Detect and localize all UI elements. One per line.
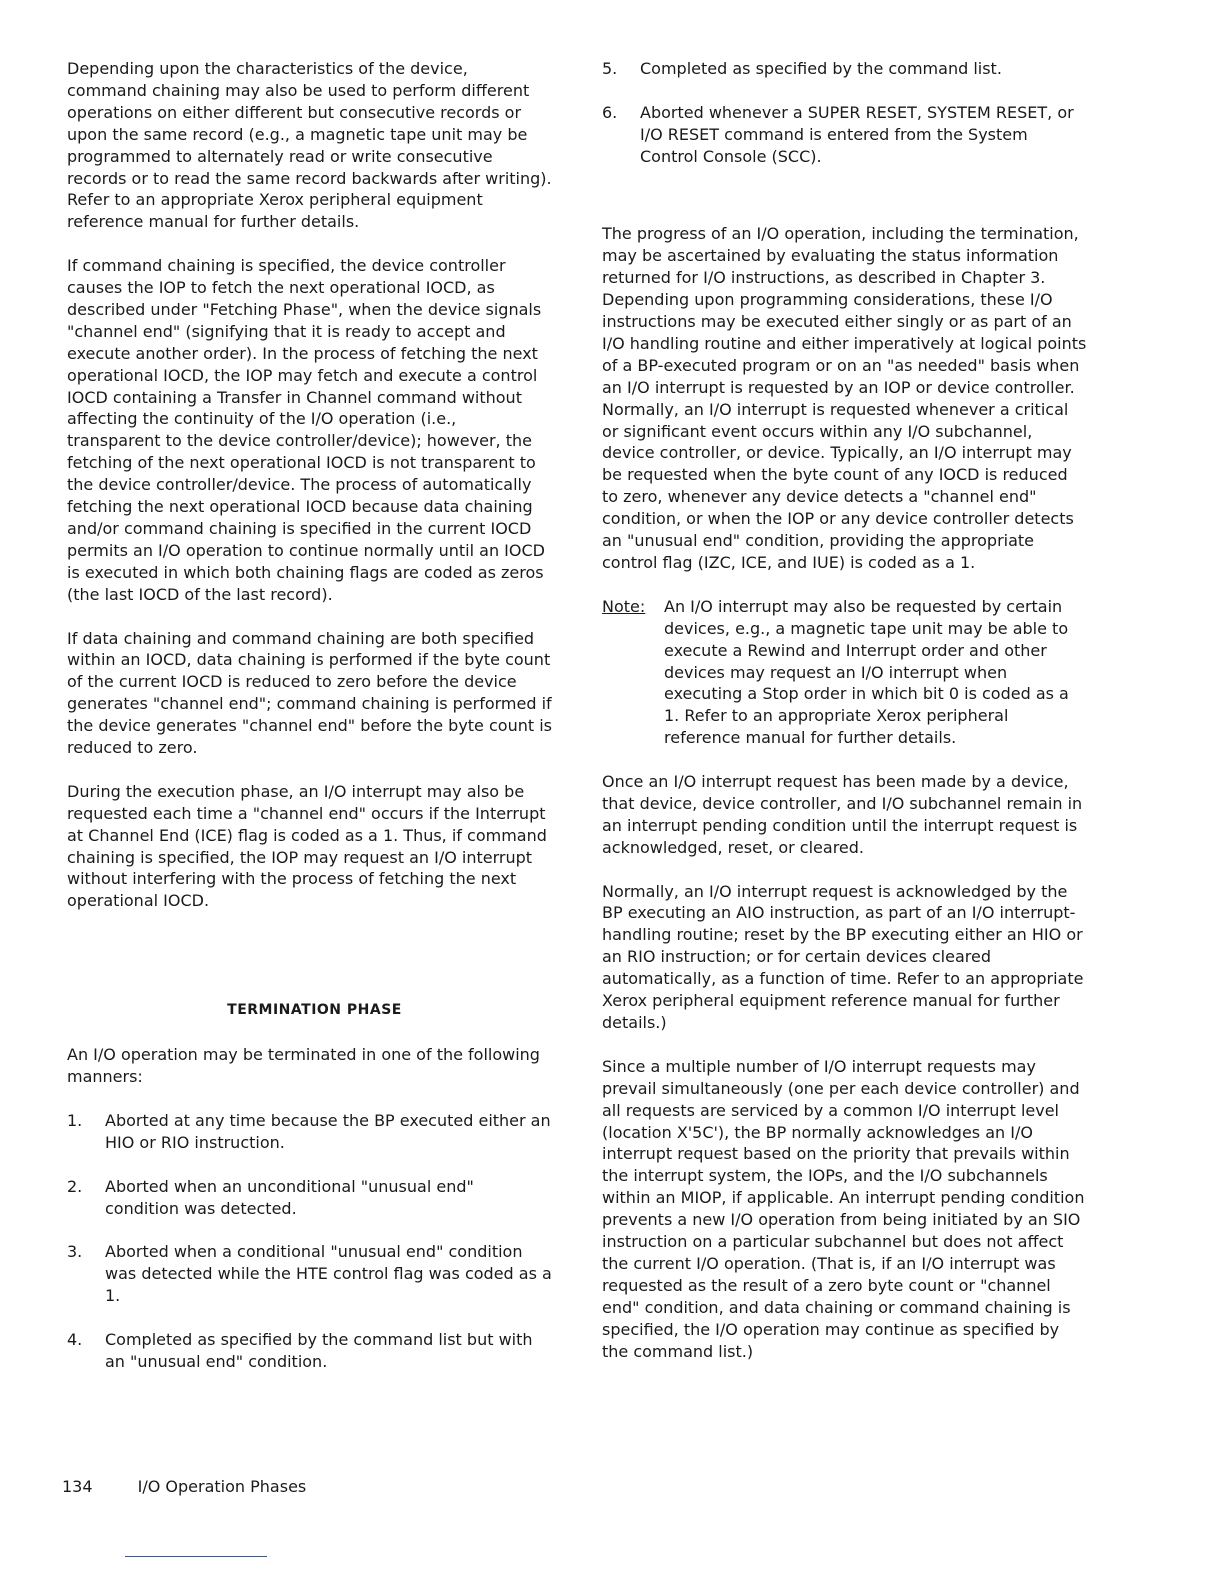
bottom-rule xyxy=(125,1556,267,1557)
list-item xyxy=(67,1241,552,1307)
spacer xyxy=(602,189,1087,223)
note-label: Note: xyxy=(602,596,646,616)
list-item-number: 5. xyxy=(602,59,618,78)
paragraph-progress-of-io-operation: The progress of an I/O operation, including the termination, may be ascertained by evaluating the status information returned for I/O instructions, as described in Chapter 3. Depending upon programming considerations, these I/O instructions may be executed either singly or as part of an I/O handling routine and either imperatively at logical points of a BP-executed program or on an "as needed" basis when an I/O interrupt is requested by an IOP or device controller. Normally, an I/O interrupt is requested whenever a critical or significant event occurs within any I/O subchannel, device controller, or device. Typically, an I/O interrupt may be requested when the byte count of any IOCD is reduced to zero, whenever any device detects a "channel end" condition, or when the IOP or any device controller detects an "unusual end" condition, providing the appropriate control flag (IZC, ICE, and IUE) is coded as a 1. xyxy=(602,224,1087,572)
termination-list-left xyxy=(67,1110,552,1373)
page-footer xyxy=(62,1477,306,1496)
paragraph-data-and-command-chaining: If data chaining and command chaining are both specified within an IOCD, data chaining is performed if the byte count of the current IOCD is reduced to zero before the device generates "channel end"; command chaining is performed if the device generates "channel end" before the byte count is reduced to zero. xyxy=(67,628,552,758)
list-item-text: Aborted at any time because the BP executed either an HIO or RIO instruction. xyxy=(105,1110,551,1152)
paragraph-multiple-interrupt-requests: Since a multiple number of I/O interrupt requests may prevail simultaneously (one per each device controller) and all requests are serviced by a common I/O interrupt level (location X'5C'), the BP normally acknowledges an I/O interrupt request based on the priority that prevails within the interrupt system, the IOPs, and the I/O subchannels within an MIOP, if applicable. An interrupt pending condition prevents a new I/O operation from being initiated by an SIO instruction on a particular subchannel but does not affect the current I/O operation. (That is, if an I/O interrupt was requested as the result of a zero byte count or "channel end" condition, and data chaining or command chaining is specified, the I/O operation may continue as specified by the command list.) xyxy=(602,1056,1085,1361)
list-item-text: Completed as specified by the command list but with an "unusual end" condition. xyxy=(105,1329,533,1371)
list-item-number: 2. xyxy=(67,1176,83,1196)
section-heading-termination-phase: TERMINATION PHASE xyxy=(227,1002,402,1019)
list-item-text: Aborted when a conditional "unusual end" condition was detected while the HTE control flag was coded as a 1. xyxy=(105,1242,552,1306)
paragraph-interrupt-pending: Once an I/O interrupt request has been made by a device, that device, device controller, and I/O subchannel remain in an interrupt pending condition until the interrupt request is acknowledged, reset, or cleared. xyxy=(602,772,1083,857)
termination-list-right xyxy=(602,58,1087,168)
list-item-number: 3. xyxy=(67,1242,83,1262)
right-column xyxy=(602,58,1087,1384)
paragraph-execution-phase-interrupt: During the execution phase, an I/O interrupt may also be requested each time a "channel end" occurs if the Interrupt at Channel End (ICE) flag is coded as a 1. Thus, if command chaining is specified, the IOP may request an I/O interrupt without interfering with the process of fetching the next operational IOCD. xyxy=(67,781,547,911)
note-block xyxy=(602,596,1087,749)
list-item-text: Aborted whenever a SUPER RESET, SYSTEM RESET, or I/O RESET command is entered from the System Control Console (SCC). xyxy=(640,102,1074,166)
list-item-number: 1. xyxy=(67,1110,83,1130)
list-item xyxy=(67,1329,552,1373)
list-item-text: Aborted when an unconditional "unusual end" condition was detected. xyxy=(105,1176,474,1218)
page-number: 134 xyxy=(62,1477,93,1496)
footer-section-title: I/O Operation Phases xyxy=(137,1477,307,1496)
left-column xyxy=(67,58,552,1395)
paragraph-interrupt-acknowledged: Normally, an I/O interrupt request is acknowledged by the BP executing an AIO instruction, as part of an I/O interrupt-handling routine; reset by the BP executing either an HIO or an RIO instruction; or for certain devices cleared automatically, as a function of time. Refer to an appropriate Xerox peripheral equipment reference manual for further details.) xyxy=(602,881,1084,1032)
paragraph-command-chaining-characteristics: Depending upon the characteristics of the device, command chaining may also be used to perform different operations on either different but consecutive records or upon the same record (e.g., a magnetic tape unit may be programmed to alternately read or write consecutive records or to read the same record backwards after writing). Refer to an appropriate Xerox peripheral equipment reference manual for further details. xyxy=(67,59,552,232)
list-item-text: Completed as specified by the command list. xyxy=(640,59,1002,78)
list-item xyxy=(602,102,1087,168)
note-text: An I/O interrupt may also be requested by certain devices, e.g., a magnetic tape unit may be able to execute a Rewind and Interrupt order and other devices may request an I/O interrupt when executing a Stop order in which bit 0 is coded as a 1. Refer to an appropriate Xerox peripheral reference manual for further details. xyxy=(664,596,1069,748)
paragraph-termination-intro: An I/O operation may be terminated in one of the following manners: xyxy=(67,1045,540,1087)
list-item xyxy=(67,1110,552,1154)
list-item xyxy=(67,1176,552,1220)
list-item-number: 6. xyxy=(602,102,618,122)
paragraph-command-chaining-specified: If command chaining is specified, the device controller causes the IOP to fetch the next operational IOCD, as described under "Fetching Phase", when the device signals "channel end" (signifying that it is ready to accept and execute another order). In the process of fetching the next operational IOCD, the IOP may fetch and execute a control IOCD containing a Transfer in Channel command without affecting the continuity of the I/O operation (i.e., transparent to the device controller/device); however, the fetching of the next operational IOCD is not transparent to the device controller/device. The process of automatically fetching the next operational IOCD because data chaining and/or command chaining is specified in the current IOCD permits an I/O operation to continue normally until an IOCD is executed in which both chaining flags are coded as zeros (the last IOCD of the last record). xyxy=(67,256,545,604)
list-item xyxy=(602,58,1087,80)
list-item-number: 4. xyxy=(67,1329,83,1349)
